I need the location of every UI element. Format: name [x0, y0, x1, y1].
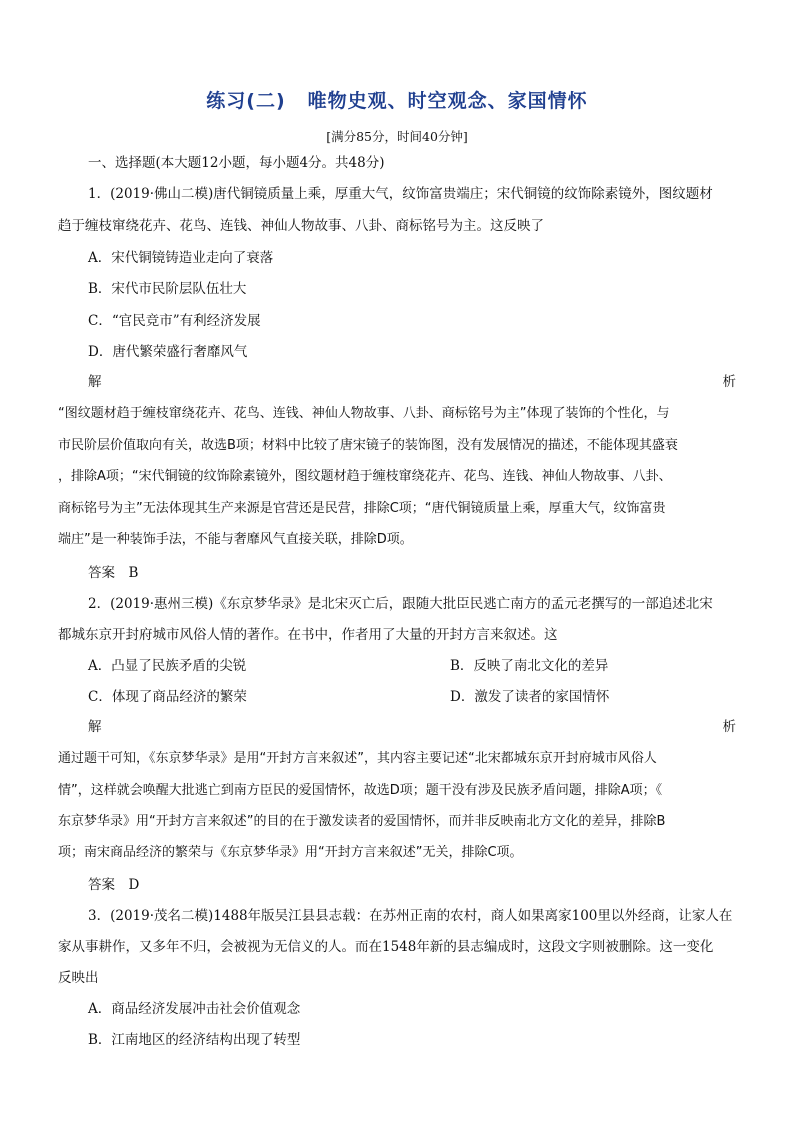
q2-option-b: B．反映了南北文化的差异	[450, 658, 609, 674]
q2-analysis-line: 情”，这样就会唤醒大批逃亡到南方臣民的爱国情怀，故选D项；题干没有涉及民族矛盾问题，排除A项；《	[58, 783, 663, 798]
q1-analysis-line: 市民阶层价值取向有关，故选B项；材料中比较了唐宋镜子的装饰图，没有发展情况的描述，不能体现其盛衰	[58, 438, 678, 453]
q1-option-c: C．“官民竞市”有利经济发展	[88, 313, 261, 329]
q3-stem-line: 家从事耕作，又多年不归，会被视为无信义的人。而在1548年新的县志编成时，这段文字则被删除。这一变化	[58, 939, 714, 955]
analysis-label-left: 解	[88, 374, 102, 390]
q2-stem-line: 都城东京开封府城市风俗人情的著作。在书中，作者用了大量的开封方言来叙述。这	[58, 627, 558, 643]
q1-analysis-line: 端庄”是一种装饰手法，不能与奢靡风气直接关联，排除D项。	[58, 532, 413, 547]
analysis-label-left: 解	[88, 719, 102, 735]
q3-stem-line: 3．(2019·茂名二模)1488年版吴江县县志载：在苏州正南的农村，商人如果离家100里以外经商，让家人在	[88, 908, 733, 924]
q2-option-c: C．体现了商品经济的繁荣	[88, 689, 247, 705]
score-time-note: [满分85分，时间40分钟]	[326, 129, 468, 144]
q3-stem-line: 反映出	[58, 970, 99, 986]
q1-analysis-line: “图纹题材趋于缠枝窜绕花卉、花鸟、连钱、神仙人物故事、八卦、商标铭号为主”体现了装饰的个性化，与	[58, 406, 670, 421]
q2-analysis-line: 东京梦华录》用“开封方言来叙述”的目的在于激发读者的爱国情怀，而并非反映南北方文化的差异，排除B	[58, 814, 666, 829]
q1-analysis-heading	[88, 372, 736, 392]
q2-option-a: A．凸显了民族矛盾的尖锐	[88, 658, 247, 674]
q1-analysis-line: 商标铭号为主”无法体现其生产来源是官营还是民营，排除C项；“唐代铜镜质量上乘，厚重大气，纹饰富贵	[58, 501, 666, 516]
q1-option-a: A．宋代铜镜铸造业走向了衰落	[88, 250, 274, 266]
q1-stem-line: 1．(2019·佛山二模)唐代铜镜质量上乘，厚重大气，纹饰富贵端庄；宋代铜镜的纹饰除素镜外，图纹题材	[88, 186, 713, 202]
exercise-number: 练习(二)	[206, 90, 286, 112]
q1-answer: 答案 B	[88, 565, 139, 581]
q1-option-b: B．宋代市民阶层队伍壮大	[88, 281, 247, 297]
q2-analysis-line: 通过题干可知，《东京梦华录》是用“开封方言来叙述”，其内容主要记述“北宋都城东京开封府城市风俗人	[58, 751, 657, 766]
q2-option-d: D．激发了读者的家国情怀	[450, 689, 610, 705]
page-title	[0, 86, 794, 113]
analysis-label-right: 析	[722, 374, 736, 390]
q3-option-b: B．江南地区的经济结构出现了转型	[88, 1032, 301, 1048]
q2-analysis-line: 项；南宋商品经济的繁荣与《东京梦华录》用“开封方言来叙述”无关，排除C项。	[58, 845, 523, 860]
q1-stem-line: 趋于缠枝窜绕花卉、花鸟、连钱、神仙人物故事、八卦、商标铭号为主。这反映了	[58, 218, 544, 234]
section-heading: 一、选择题(本大题12小题，每小题4分。共48分)	[88, 155, 385, 171]
q2-stem-line: 2．(2019·惠州三模)《东京梦华录》是北宋灭亡后，跟随大批臣民逃亡南方的孟元老撰写的一部追述北宋	[88, 596, 713, 612]
analysis-label-right: 析	[722, 719, 736, 735]
q3-option-a: A．商品经济发展冲击社会价值观念	[88, 1001, 301, 1017]
q2-analysis-heading	[88, 717, 736, 737]
q1-option-d: D．唐代繁荣盛行奢靡风气	[88, 344, 248, 360]
q1-analysis-line: ，排除A项；“宋代铜镜的纹饰除素镜外，图纹题材趋于缠枝窜绕花卉、花鸟、连钱、神仙人物故事、八卦、	[58, 469, 672, 484]
q2-answer: 答案 D	[88, 877, 140, 893]
exercise-topic: 唯物史观、时空观念、家国情怀	[307, 90, 588, 112]
